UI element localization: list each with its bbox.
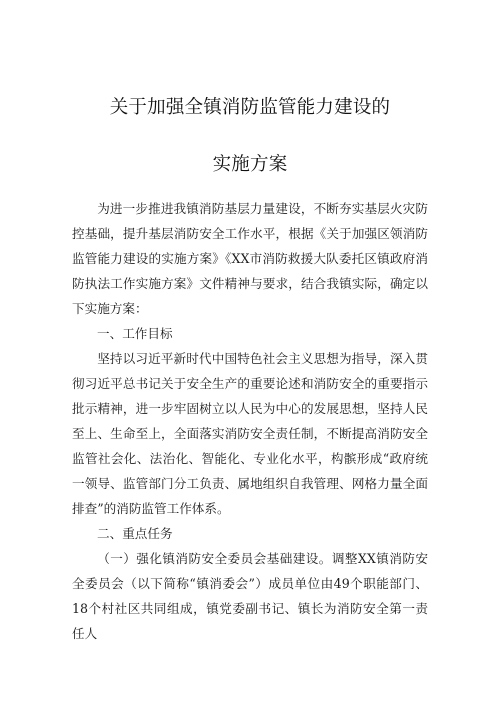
goals-paragraph: 坚持以习近平新时代中国特色社会主义思想为指导，深入贯彻习近平总书记关于安全生产的重要论述和消防安全的重要指示批示精神，进一步牢固树立以人民为中心的发展思想，坚持人民至上、生命至上，全面落实消防安全责任制，不断提高消防安全监管社会化、法治化、智能化、专业化水平，构髌形成“政府统一领导、监管部门分工负责、属地组织自我管理、网格力量全面排查”的消防监管工作体系。: [72, 351, 428, 516]
section-heading-tasks: 二、重点任务: [97, 526, 173, 541]
intro-paragraph: 为进一步推进我镇消防基层力量建设，不断夯实基层火灾防控基础，提升基层消防安全工作水平，根据《关于加强区领消防监管能力建设的实施方案》《XX市消防救援大队委托区镇政府消防执法工作实施方案》文件精神与要求，结合我镇实际，确定以下实施方案：: [72, 201, 428, 316]
tasks-paragraph: （一）强化镇消防安全委员会基础建设。调整XX镇消防安全委员会（以下简称“镇消委会”）成员单位由49个职能部门、18个村社区共同组成，镇党委副书记、镇长为消防安全第一责任人: [72, 551, 428, 641]
document-title-line-2: 实施方案: [212, 154, 288, 175]
document-title-line-1: 关于加强全镇消防监管能力建设的: [109, 97, 391, 118]
section-heading-goals: 一、工作目标: [97, 326, 173, 341]
